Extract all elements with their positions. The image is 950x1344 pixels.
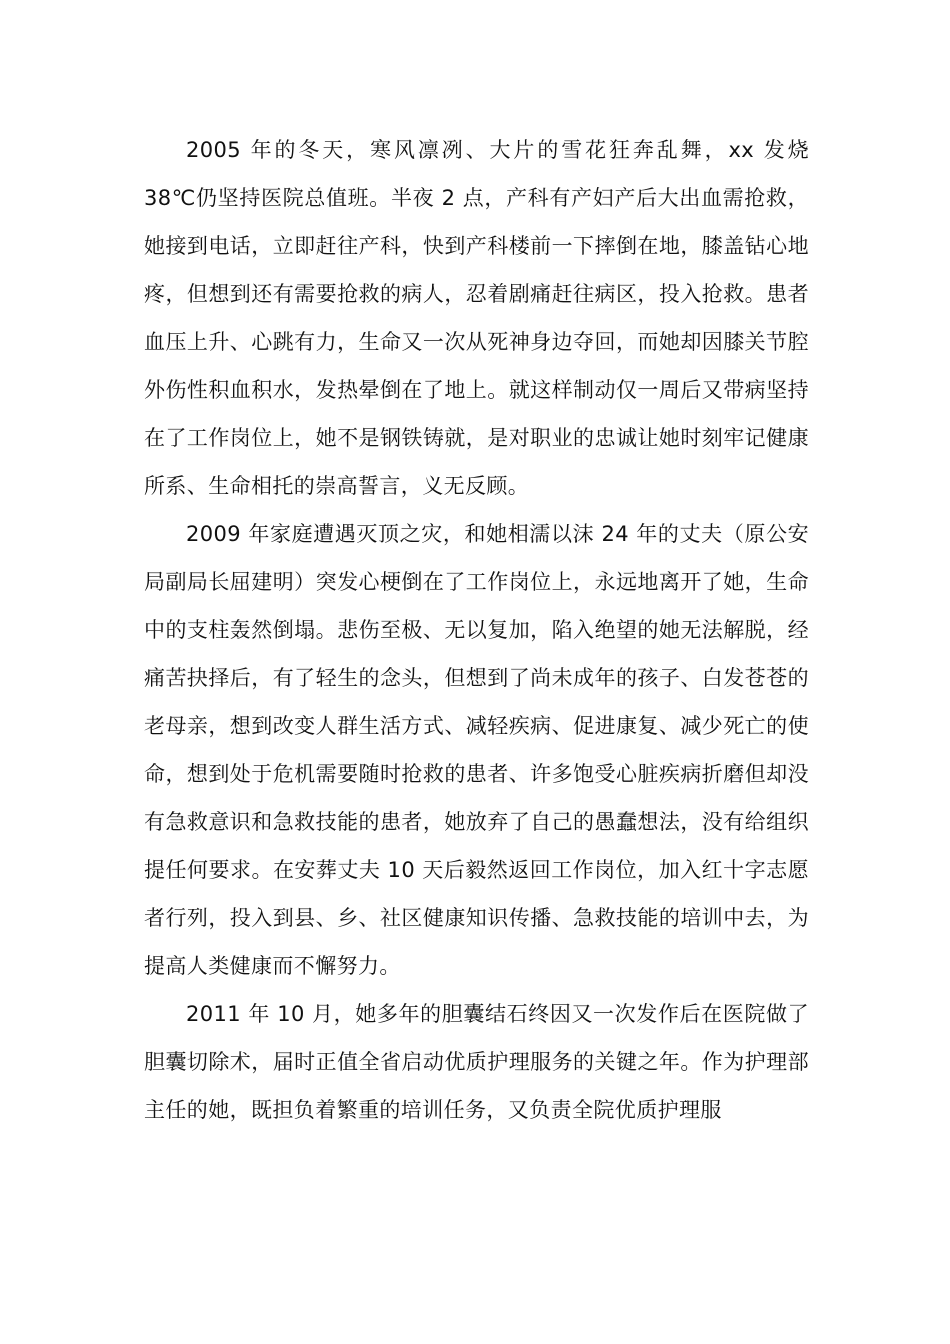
paragraph-2005-winter: 2005 年的冬天，寒风凛冽、大片的雪花狂奔乱舞，xx 发烧 38℃仍坚持医院总值班。半夜 2 点，产科有产妇产后大出血需抢救，她接到电话，立即赶往产科，快到产科楼前一下摔倒在地，膝盖钻心地疼，但想到还有需要抢救的病人，忍着剧痛赶往病区，投入抢救。患者血压上升、心跳有力，生命又一次从死神身边夺回，而她却因膝关节腔外伤性积血积水，发热晕倒在了地上。就这样制动仅一周后又带病坚持在了工作岗位上，她不是钢铁铸就，是对职业的忠诚让她时刻牢记健康所系、生命相托的崇高誓言，义无反顾。	[144, 138, 809, 498]
paragraph-2009-family: 2009 年家庭遭遇灭顶之灾，和她相濡以沫 24 年的丈夫（原公安局副局长屈建明）突发心梗倒在了工作岗位上，永远地离开了她，生命中的支柱轰然倒塌。悲伤至极、无以复加，陷入绝望的她无法解脱，经痛苦抉择后，有了轻生的念头，但想到了尚未成年的孩子、白发苍苍的老母亲，想到改变人群生活方式、减轻疾病、促进康复、减少死亡的使命，想到处于危机需要随时抢救的患者、许多饱受心脏疾病折磨但却没有急救意识和急救技能的患者，她放弃了自己的愚蠢想法，没有给组织提任何要求。在安葬丈夫 10 天后毅然返回工作岗位，加入红十字志愿者行列，投入到县、乡、社区健康知识传播、急救技能的培训中去，为提高人类健康而不懈努力。	[144, 522, 809, 978]
paragraph-2011-surgery: 2011 年 10 月，她多年的胆囊结石终因又一次发作后在医院做了胆囊切除术，届时正值全省启动优质护理服务的关键之年。作为护理部主任的她，既担负着繁重的培训任务，又负责全院优质护理服	[144, 1002, 809, 1122]
document-body	[144, 126, 809, 1134]
